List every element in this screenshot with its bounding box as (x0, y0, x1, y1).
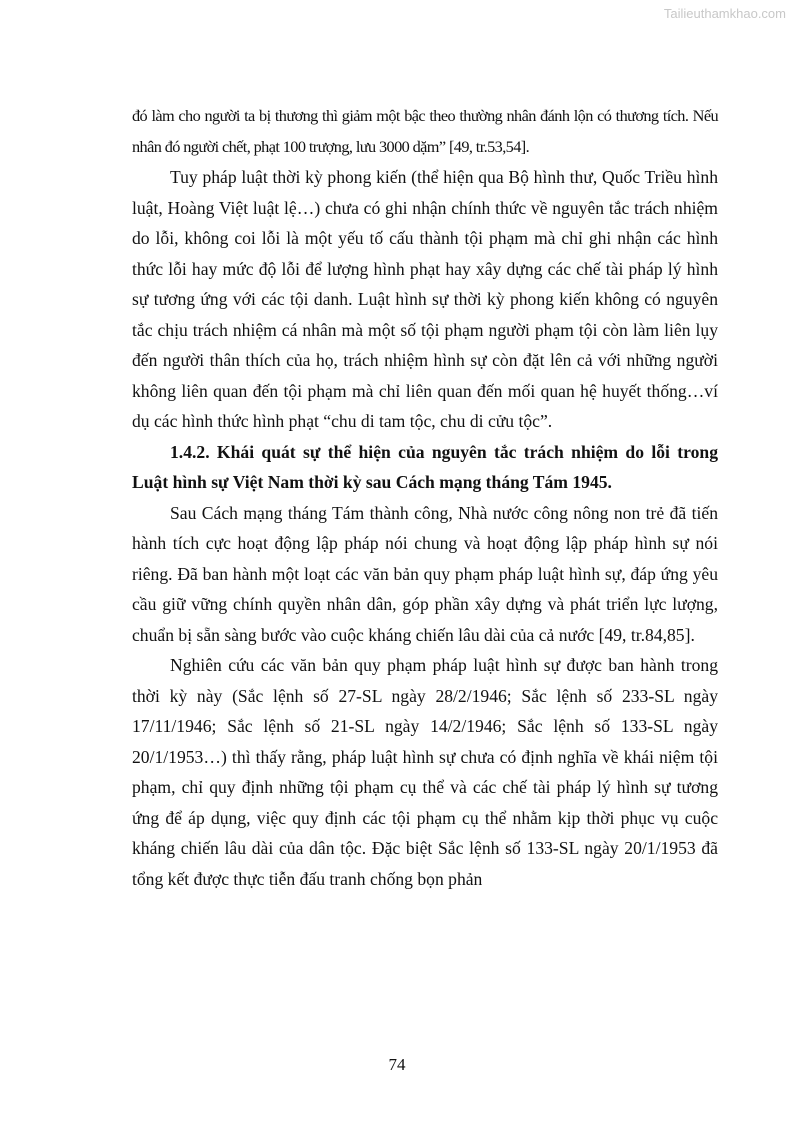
page-number: 74 (388, 1055, 406, 1074)
paragraph-feudal-law: Tuy pháp luật thời kỳ phong kiến (thể hiện qua Bộ hình thư, Quốc Triều hình luật, Hoàng Việt luật lệ…) chưa có ghi nhận chính thức về nguyên tắc trách nhiệm do lỗi, không coi lỗi là một yếu tố cấu thành tội phạm mà chỉ ghi nhận các hình thức lỗi hay mức độ lỗi để lượng hình phạt hay xây dựng các chế tài pháp lý hình sự tương ứng với các tội danh. Luật hình sự thời kỳ phong kiến không có nguyên tắc chịu trách nhiệm cá nhân mà một số tội phạm người phạm tội còn làm liên lụy đến người thân thích của họ, trách nhiệm hình sự còn đặt lên cả với những người không liên quan đến tội phạm mà chỉ liên quan đến mối quan hệ huyết thống…ví dụ các hình thức hình phạt “chu di tam tộc, chu di cửu tộc”. (132, 167, 718, 431)
paragraph-decrees: Nghiên cứu các văn bản quy phạm pháp luật hình sự được ban hành trong thời kỳ này (Sắc lệnh số 27-SL ngày 28/2/1946; Sắc lệnh số 233-SL ngày 17/11/1946; Sắc lệnh số 21-SL ngày 14/2/1946; Sắc lệnh số 133-SL ngày 20/1/1953…) thì thấy rằng, pháp luật hình sự chưa có định nghĩa về khái niệm tội phạm, chỉ quy định những tội phạm cụ thể và các chế tài pháp lý hình sự tương ứng để áp dụng, việc quy định các tội phạm cụ thể nhằm kịp thời phục vụ cuộc kháng chiến lâu dài của dân tộc. Đặc biệt Sắc lệnh số 133-SL ngày 20/1/1953 đã tổng kết được thực tiễn đấu tranh chống bọn phản (132, 655, 718, 889)
watermark: Tailieuthamkhao.com (663, 6, 786, 21)
section-heading-1-4-2: 1.4.2. Khái quát sự thể hiện của nguyên tắc trách nhiệm do lỗi trong Luật hình sự Việt Nam thời kỳ sau Cách mạng tháng Tám 1945. (132, 441, 718, 492)
paragraph-august-revolution: Sau Cách mạng tháng Tám thành công, Nhà nước công nông non trẻ đã tiến hành tích cực hoạt động lập pháp nói chung và hoạt động lập pháp hình sự nói riêng. Đã ban hành một loạt các văn bản quy phạm pháp luật hình sự, đáp ứng yêu cầu giữ vững chính quyền nhân dân, góp phần xây dựng và phát triển lực lượng, chuẩn bị sẵn sàng bước vào cuộc kháng chiến lâu dài của cả nước [49, tr.84,85]. (132, 502, 718, 645)
paragraph-quote-continuation: đó làm cho người ta bị thương thì giảm một bậc theo thường nhân đánh lộn có thương tích. Nếu nhân đó người chết, phạt 100 trượng, lưu 3000 dặm” [49, tr.53,54]. (132, 106, 718, 156)
document-body (132, 101, 718, 894)
